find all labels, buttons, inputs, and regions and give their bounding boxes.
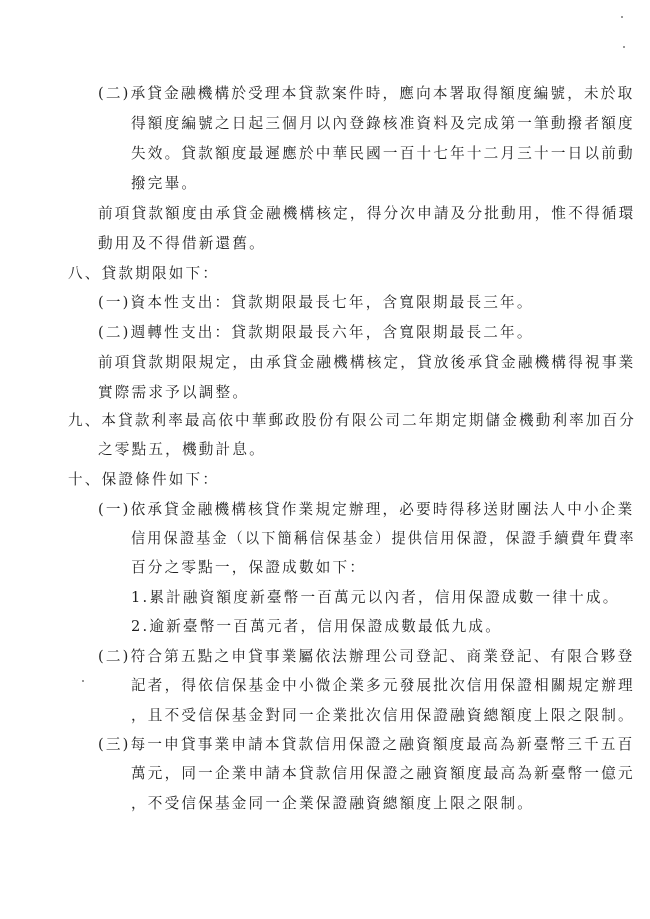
scan-speck [82, 680, 84, 682]
text-line: 實際需求予以調整。 [98, 384, 250, 401]
text-line: 前項貸款期限規定，由承貸金融機構核定，貸放後承貸金融機構得視事業 [98, 354, 636, 371]
text-line: (二)承貸金融機構於受理本貸款案件時，應向本署取得額度編號，未於取 [98, 85, 635, 102]
scan-speck [621, 16, 623, 18]
text-line: (一)資本性支出：貸款期限最長七年，含寬限期最長三年。 [98, 294, 534, 311]
text-line: 之零點五，機動計息。 [98, 441, 266, 458]
list-item: 1.累計融資額度新臺幣一百萬元以內者，信用保證成數一律十成。 [131, 589, 620, 606]
section-heading: 十、保證條件如下： [68, 471, 220, 488]
text-line: ，且不受信保基金對同一企業批次信用保證融資總額度上限之限制。 [131, 707, 635, 724]
text-line: 記者，得依信保基金中小微企業多元發展批次信用保證相關規定辦理 [131, 677, 635, 694]
text-line: (二)符合第五點之申貸事業屬依法辦理公司登記、商業登記、有限合夥登 [98, 648, 635, 665]
text-line: (三)每一申貸事業申請本貸款信用保證之融資額度最高為新臺幣三千五百 [98, 736, 635, 753]
text-line: 得額度編號之日起三個月以內登錄核准資料及完成第一筆動撥者額度 [131, 115, 635, 132]
text-line: 信用保證基金（以下簡稱信保基金）提供信用保證，保證手續費年費率 [131, 530, 636, 547]
text-line: ，不受信保基金同一企業保證融資總額度上限之限制。 [131, 795, 535, 812]
text-line: 動用及不得借新還舊。 [98, 235, 266, 252]
text-line: 前項貸款額度由承貸金融機構核定，得分次申請及分批動用，惟不得循環 [98, 205, 636, 222]
text-line: 撥完畢。 [131, 175, 199, 192]
scan-speck [623, 46, 625, 48]
text-line: 百分之零點一，保證成數如下： [131, 559, 367, 576]
text-line: 萬元，同一企業申請本貸款信用保證之融資額度最高為新臺幣一億元 [131, 765, 635, 782]
text-line: (一)依承貸金融機構核貸作業規定辦理，必要時得移送財團法人中小企業 [98, 501, 635, 518]
list-item: 2.逾新臺幣一百萬元者，信用保證成數最低九成。 [131, 618, 502, 635]
section-heading: 八、貸款期限如下： [68, 265, 220, 282]
text-line: (二)週轉性支出：貸款期限最長六年，含寬限期最長二年。 [98, 324, 534, 341]
text-line: 失效。貸款額度最遲應於中華民國一百十七年十二月三十一日以前動 [131, 145, 635, 162]
section-heading: 九、本貸款利率最高依中華郵政股份有限公司二年期定期儲金機動利率加百分 [68, 412, 636, 429]
